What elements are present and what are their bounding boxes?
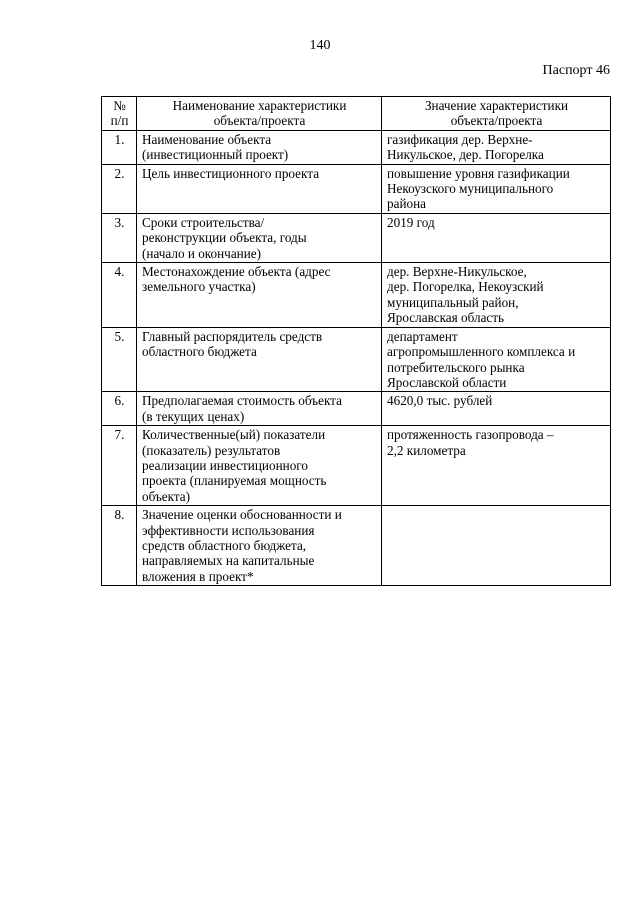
row-value: 2019 год (382, 213, 611, 262)
row-num: 4. (102, 263, 137, 328)
row-name: Цель инвестиционного проекта (137, 164, 382, 213)
row-num: 6. (102, 392, 137, 426)
table-row (102, 213, 611, 262)
row-value: газификация дер. Верхне- Никульское, дер. Погорелка (382, 130, 611, 164)
row-num: 1. (102, 130, 137, 164)
passport-table (101, 96, 611, 586)
row-name: Значение оценки обоснованности и эффективности использования средств областного бюджета, направляемых на капитальные вложения в проект* (137, 506, 382, 586)
passport-label: Паспорт 46 (542, 63, 610, 78)
row-num: 2. (102, 164, 137, 213)
row-value: дер. Верхне-Никульское, дер. Погорелка, Некоузский муниципальный район, Ярославская область (382, 263, 611, 328)
table-row (102, 327, 611, 392)
header-value: Значение характеристики объекта/проекта (382, 97, 611, 131)
header-name: Наименование характеристики объекта/проекта (137, 97, 382, 131)
row-name: Наименование объекта (инвестиционный проект) (137, 130, 382, 164)
row-value: повышение уровня газификации Некоузского муниципального района (382, 164, 611, 213)
table-header-row (102, 97, 611, 131)
table-row (102, 263, 611, 328)
row-name: Местонахождение объекта (адрес земельного участка) (137, 263, 382, 328)
table-row (102, 164, 611, 213)
table-row (102, 506, 611, 586)
row-name: Главный распорядитель средств областного бюджета (137, 327, 382, 392)
row-value: 4620,0 тыс. рублей (382, 392, 611, 426)
row-num: 8. (102, 506, 137, 586)
row-value: департамент агропромышленного комплекса и потребительского рынка Ярославской области (382, 327, 611, 392)
row-num: 5. (102, 327, 137, 392)
table-row (102, 130, 611, 164)
row-num: 7. (102, 426, 137, 506)
row-name: Сроки строительства/ реконструкции объекта, годы (начало и окончание) (137, 213, 382, 262)
page-number: 140 (309, 38, 331, 53)
row-num: 3. (102, 213, 137, 262)
table-row (102, 392, 611, 426)
row-name: Количественные(ый) показатели (показатель) результатов реализации инвестиционного проекта (планируемая мощность объекта) (137, 426, 382, 506)
table-row (102, 426, 611, 506)
row-value: протяженность газопровода – 2,2 километра (382, 426, 611, 506)
row-value (382, 506, 611, 586)
row-name: Предполагаемая стоимость объекта (в текущих ценах) (137, 392, 382, 426)
header-num: № п/п (102, 97, 137, 131)
